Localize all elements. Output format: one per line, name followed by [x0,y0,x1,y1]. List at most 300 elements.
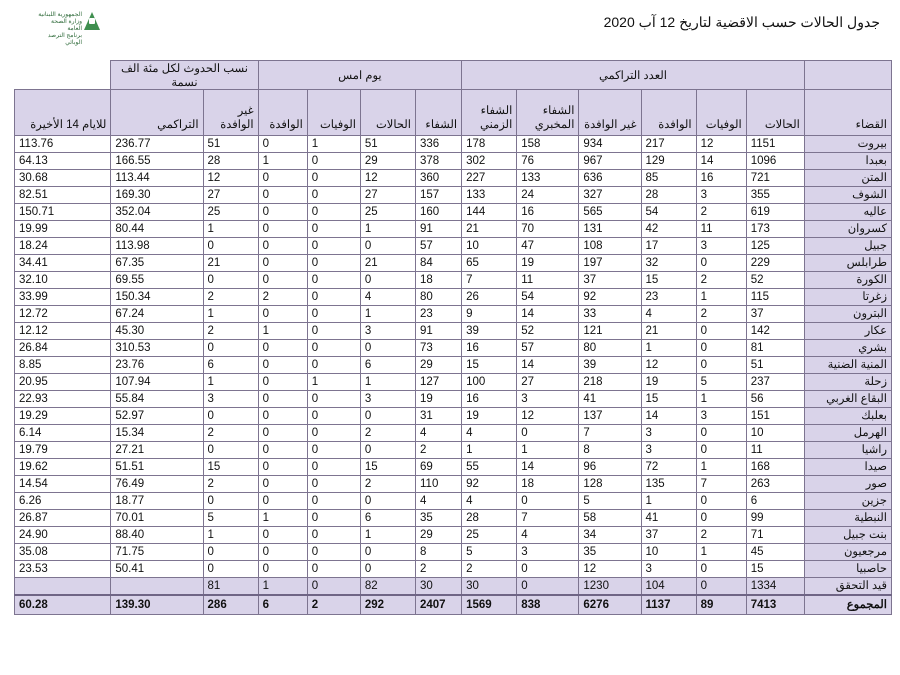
table-cell: 0 [307,493,360,510]
group-yesterday: يوم امس [258,61,461,90]
table-row [15,374,892,391]
district-name: الشوف [804,187,891,204]
table-cell: 336 [416,136,462,153]
table-cell: 157 [416,187,462,204]
table-cell: 0 [203,272,258,289]
table-cell: 2 [203,323,258,340]
table-cell: 108 [579,238,641,255]
table-cell: 310.53 [111,340,203,357]
table-cell: 0 [258,425,307,442]
col-y-nonresident: غير الوافدة [203,90,258,136]
table-cell: 25 [462,527,517,544]
table-cell: 12.72 [15,306,111,323]
table-cell: 12 [579,561,641,578]
table-cell [15,578,111,596]
table-cell: 81 [203,578,258,596]
table-cell: 30.68 [15,170,111,187]
table-cell: 51 [746,357,804,374]
table-cell: 0 [360,561,415,578]
table-cell: 6 [746,493,804,510]
table-cell: 2 [360,425,415,442]
table-cell: 55.84 [111,391,203,408]
group-cumulative: العدد التراكمي [462,61,805,90]
table-cell: 0 [307,272,360,289]
district-name: عاليه [804,204,891,221]
table-cell: 92 [579,289,641,306]
table-cell: 16 [517,204,579,221]
table-cell: 0 [258,408,307,425]
table-cell: 1 [462,442,517,459]
table-row [15,272,892,289]
table-cell: 15 [746,561,804,578]
table-cell: 84 [416,255,462,272]
table-cell: 0 [307,323,360,340]
table-cell: 2 [307,595,360,615]
table-cell: 2 [203,425,258,442]
table-cell: 58 [579,510,641,527]
table-cell: 0 [360,272,415,289]
table-cell: 0 [258,374,307,391]
table-cell: 19 [517,255,579,272]
col-deaths: الوفيات [696,90,746,136]
table-cell: 2 [416,442,462,459]
col-y-deaths: الوفيات [307,90,360,136]
table-cell: 12 [203,170,258,187]
table-cell: 3 [203,391,258,408]
district-name: بنت جبيل [804,527,891,544]
table-cell: 0 [360,340,415,357]
table-cell: 1 [258,578,307,596]
table-cell: 2407 [416,595,462,615]
table-cell: 27 [203,187,258,204]
table-cell: 113.76 [15,136,111,153]
table-cell: 27 [360,187,415,204]
page-title: جدول الحالات حسب الاقضية لتاريخ 12 آب 2020 [603,14,880,30]
table-cell: 0 [307,238,360,255]
table-cell: 0 [696,442,746,459]
table-cell: 4 [641,306,696,323]
table-cell: 51 [203,136,258,153]
table-cell: 1 [696,391,746,408]
table-row [15,527,892,544]
table-cell: 20.95 [15,374,111,391]
table-cell: 9 [462,306,517,323]
table-cell: 6 [203,357,258,374]
table-cell: 131 [579,221,641,238]
district-cases-table [14,60,892,615]
table-cell: 6 [360,510,415,527]
table-cell: 1 [360,306,415,323]
table-cell: 0 [517,425,579,442]
table-cell: 24 [517,187,579,204]
table-cell: 0 [307,510,360,527]
table-cell: 22.93 [15,391,111,408]
table-cell: 1569 [462,595,517,615]
table-cell: 29 [416,357,462,374]
table-cell: 39 [579,357,641,374]
table-cell: 3 [696,187,746,204]
table-cell: 0 [307,170,360,187]
table-cell: 35.08 [15,544,111,561]
table-cell: 15 [462,357,517,374]
table-cell: 0 [203,340,258,357]
table-cell: 3 [360,391,415,408]
table-cell: 80.44 [111,221,203,238]
table-cell: 150.34 [111,289,203,306]
table-cell: 1 [307,374,360,391]
table-cell: 6.26 [15,493,111,510]
table-cell: 1 [641,493,696,510]
table-cell: 229 [746,255,804,272]
table-cell: 82.51 [15,187,111,204]
table-cell: 76.49 [111,476,203,493]
table-cell: 6 [258,595,307,615]
table-cell: 0 [307,442,360,459]
table-cell: 158 [517,136,579,153]
table-cell: 92 [462,476,517,493]
district-name: حاصبيا [804,561,891,578]
table-cell: 15 [641,272,696,289]
table-cell: 133 [462,187,517,204]
table-cell: 10 [746,425,804,442]
table-cell: 41 [641,510,696,527]
table-row [15,425,892,442]
table-cell: 139.30 [111,595,203,615]
table-cell: 21 [462,221,517,238]
table-cell: 0 [258,340,307,357]
table-cell: 721 [746,170,804,187]
table-cell: 23.53 [15,561,111,578]
table-cell: 12 [641,357,696,374]
table-cell: 6.14 [15,425,111,442]
table-cell: 0 [307,221,360,238]
col-inc-cumulative: التراكمي [111,90,203,136]
table-cell: 0 [307,527,360,544]
table-cell: 0 [203,561,258,578]
table-cell: 12 [360,170,415,187]
table-cell: 34 [579,527,641,544]
table-cell: 17 [641,238,696,255]
table-cell: 197 [579,255,641,272]
table-cell: 69.55 [111,272,203,289]
table-cell: 237 [746,374,804,391]
table-cell: 0 [258,255,307,272]
table-cell: 29 [360,153,415,170]
table-cell: 26 [462,289,517,306]
district-name: المجموع [804,595,891,615]
table-cell: 0 [258,238,307,255]
table-cell: 1 [696,459,746,476]
table-cell: 934 [579,136,641,153]
table-cell: 0 [258,476,307,493]
district-name: المتن [804,170,891,187]
table-cell: 0 [307,289,360,306]
table-cell: 0 [203,493,258,510]
table-cell: 14.54 [15,476,111,493]
table-cell: 302 [462,153,517,170]
table-cell: 838 [517,595,579,615]
table-cell: 0 [307,578,360,596]
table-cell: 2 [462,561,517,578]
table-cell: 151 [746,408,804,425]
table-cell: 28 [462,510,517,527]
table-cell: 47 [517,238,579,255]
table-cell: 80 [579,340,641,357]
table-cell: 0 [360,493,415,510]
table-cell: 67.24 [111,306,203,323]
table-cell: 0 [696,255,746,272]
table-cell: 0 [258,221,307,238]
table-cell: 360 [416,170,462,187]
table-cell: 178 [462,136,517,153]
table-cell: 2 [696,272,746,289]
table-cell: 32.10 [15,272,111,289]
table-cell: 3 [641,442,696,459]
table-cell: 0 [696,510,746,527]
table-cell: 34.41 [15,255,111,272]
table-cell: 0 [203,442,258,459]
col-district: القضاء [804,90,891,136]
table-cell: 0 [307,204,360,221]
under-investigation-row [15,578,892,596]
table-cell: 169.30 [111,187,203,204]
table-cell: 0 [696,357,746,374]
district-name: بعبدا [804,153,891,170]
table-cell: 73 [416,340,462,357]
table-cell: 0 [258,136,307,153]
table-cell: 19 [641,374,696,391]
table-cell: 52.97 [111,408,203,425]
table-cell: 18.24 [15,238,111,255]
table-cell: 12 [517,408,579,425]
table-cell [111,578,203,596]
table-cell: 6276 [579,595,641,615]
table-row [15,476,892,493]
table-cell: 4 [416,493,462,510]
table-cell: 42 [641,221,696,238]
table-cell: 10 [462,238,517,255]
table-row [15,323,892,340]
table-cell: 1 [203,221,258,238]
table-cell: 619 [746,204,804,221]
table-cell: 56 [746,391,804,408]
table-cell: 54 [517,289,579,306]
table-row [15,408,892,425]
table-cell: 71 [746,527,804,544]
table-cell: 14 [696,153,746,170]
table-cell: 19 [462,408,517,425]
table-cell: 0 [307,306,360,323]
table-cell: 0 [203,544,258,561]
table-cell: 127 [416,374,462,391]
table-cell: 7 [579,425,641,442]
table-cell: 5 [696,374,746,391]
table-cell: 352.04 [111,204,203,221]
table-cell: 67.35 [111,255,203,272]
district-name: جبيل [804,238,891,255]
table-cell: 50.41 [111,561,203,578]
table-cell: 173 [746,221,804,238]
table-cell: 2 [696,306,746,323]
table-cell: 15 [203,459,258,476]
table-cell: 18.77 [111,493,203,510]
table-cell: 23 [416,306,462,323]
table-cell: 565 [579,204,641,221]
table-cell: 35 [416,510,462,527]
table-cell: 7 [517,510,579,527]
table-cell: 19.62 [15,459,111,476]
table-cell: 0 [307,476,360,493]
table-cell: 12.12 [15,323,111,340]
table-cell: 70.01 [111,510,203,527]
table-cell: 0 [258,187,307,204]
table-cell: 18 [416,272,462,289]
table-cell: 378 [416,153,462,170]
table-cell: 14 [517,459,579,476]
col-y-resident: الوافدة [258,90,307,136]
table-cell: 113.98 [111,238,203,255]
table-cell: 45.30 [111,323,203,340]
ministry-logo [20,10,90,46]
table-cell: 227 [462,170,517,187]
table-row [15,561,892,578]
table-cell: 19.79 [15,442,111,459]
district-name: صيدا [804,459,891,476]
table-cell: 0 [696,561,746,578]
table-cell: 3 [641,561,696,578]
district-name: قيد التحقق [804,578,891,596]
table-cell: 0 [258,357,307,374]
table-cell: 33 [579,306,641,323]
table-cell: 1 [360,374,415,391]
table-cell: 24.90 [15,527,111,544]
table-cell: 5 [579,493,641,510]
table-cell: 0 [360,544,415,561]
table-cell: 3 [641,425,696,442]
table-cell: 52 [746,272,804,289]
table-cell: 39 [462,323,517,340]
table-cell: 37 [579,272,641,289]
table-cell: 0 [307,561,360,578]
table-cell: 1137 [641,595,696,615]
table-cell: 12 [696,136,746,153]
table-cell: 1 [258,323,307,340]
header-empty-cell [804,61,891,90]
table-cell: 3 [696,408,746,425]
table-cell: 5 [462,544,517,561]
table-cell: 0 [696,425,746,442]
table-cell: 51 [360,136,415,153]
table-cell: 3 [517,391,579,408]
table-cell: 0 [696,493,746,510]
table-cell: 18 [517,476,579,493]
table-cell: 0 [258,561,307,578]
district-name: الكورة [804,272,891,289]
table-cell: 1 [203,306,258,323]
table-cell: 2 [203,289,258,306]
table-cell: 72 [641,459,696,476]
table-cell: 14 [517,306,579,323]
table-cell: 636 [579,170,641,187]
table-cell: 236.77 [111,136,203,153]
table-cell: 25 [360,204,415,221]
district-name: الهرمل [804,425,891,442]
table-cell: 28 [203,153,258,170]
table-row [15,136,892,153]
table-cell: 16 [462,391,517,408]
table-row [15,204,892,221]
table-cell: 54 [641,204,696,221]
table-row [15,187,892,204]
table-cell: 29 [416,527,462,544]
district-name: المنية الضنية [804,357,891,374]
table-cell: 0 [203,408,258,425]
table-cell: 967 [579,153,641,170]
table-cell: 135 [641,476,696,493]
table-cell: 14 [517,357,579,374]
table-cell: 1 [360,221,415,238]
table-row [15,221,892,238]
table-cell: 7413 [746,595,804,615]
table-cell: 1 [307,136,360,153]
table-cell: 4 [462,493,517,510]
table-cell: 21 [641,323,696,340]
district-name: جزين [804,493,891,510]
table-cell: 7 [696,476,746,493]
table-cell: 11 [746,442,804,459]
district-name: البترون [804,306,891,323]
table-cell: 3 [360,323,415,340]
table-cell: 137 [579,408,641,425]
table-cell: 0 [203,238,258,255]
table-cell: 1 [696,544,746,561]
table-cell: 10 [641,544,696,561]
table-row [15,306,892,323]
table-cell: 0 [360,442,415,459]
table-cell: 0 [307,340,360,357]
table-cell: 0 [307,187,360,204]
table-cell: 37 [746,306,804,323]
table-cell: 37 [641,527,696,544]
table-cell: 1 [203,527,258,544]
table-cell: 218 [579,374,641,391]
table-cell: 0 [307,459,360,476]
table-cell: 80 [416,289,462,306]
table-cell: 129 [641,153,696,170]
table-cell: 0 [517,561,579,578]
col-nonresident: غير الوافدة [579,90,641,136]
table-cell: 0 [307,391,360,408]
table-cell: 107.94 [111,374,203,391]
district-name: راشيا [804,442,891,459]
table-cell: 292 [360,595,415,615]
col-y-cases: الحالات [360,90,415,136]
table-cell: 286 [203,595,258,615]
table-cell: 19 [416,391,462,408]
table-cell: 25 [203,204,258,221]
cedar-icon [84,12,100,30]
table-cell: 23 [641,289,696,306]
table-cell: 355 [746,187,804,204]
table-cell: 1 [203,374,258,391]
table-cell: 0 [696,323,746,340]
table-cell: 0 [258,306,307,323]
table-cell: 4 [360,289,415,306]
district-name: كسروان [804,221,891,238]
district-name: بيروت [804,136,891,153]
table-cell: 16 [696,170,746,187]
table-cell: 16 [462,340,517,357]
